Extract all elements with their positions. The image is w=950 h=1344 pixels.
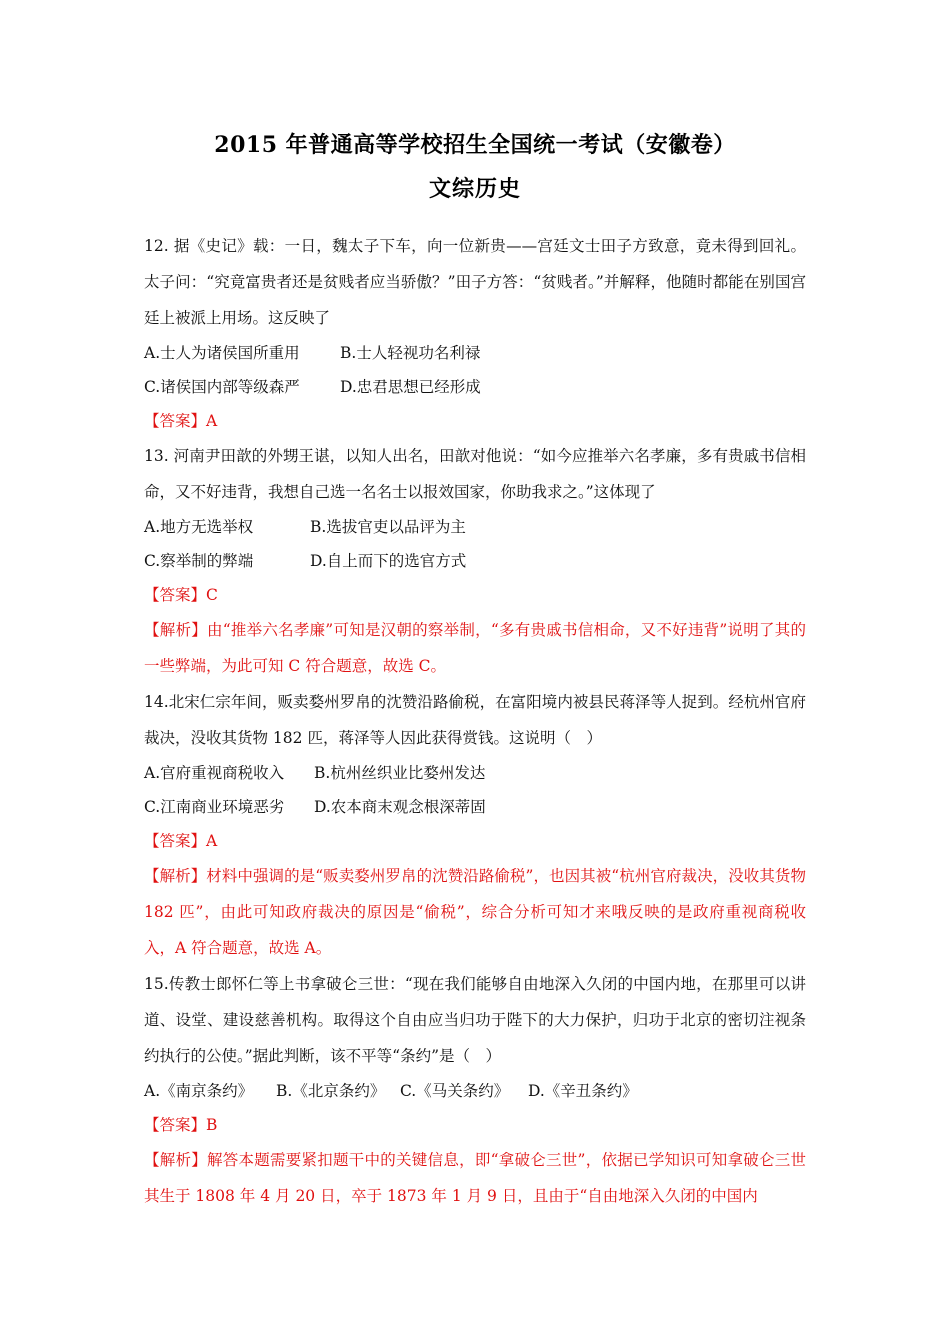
question-14 bbox=[144, 684, 806, 966]
question-stem: 15.传教士郎怀仁等上书拿破仑三世：“现在我们能够自由地深入久闭的中国内地，在那里可以讲道、设堂、建设慈善机构。取得这个自由应当归功于陛下的大力保护，归功于北京的密切注视条约执行的公使。”据此判断，该不平等“条约”是（ ） bbox=[144, 975, 806, 1065]
question-12 bbox=[144, 228, 806, 438]
answer-label: 【答案】C bbox=[144, 586, 218, 604]
option-row bbox=[144, 790, 806, 824]
document-subtitle: 文综历史 bbox=[428, 176, 521, 202]
analysis-text: 【解析】材料中强调的是“贩卖婺州罗帛的沈赞沿路偷税”，也因其被“杭州官府裁决，没收其货物 182 匹”，由此可知政府裁决的原因是“偷税”，综合分析可知才来哦反映的是政府重视商税收入，A 符合题意，故选 A。 bbox=[144, 867, 806, 957]
question-stem: 12. 据《史记》载：一日，魏太子下车，向一位新贵——宫廷文士田子方致意，竟未得到回礼。太子问：“究竟富贵者还是贫贱者应当骄傲？”田子方答：“贫贱者。”并解释，他随时都能在别国宫廷上被派上用场。这反映了 bbox=[144, 237, 806, 327]
analysis-text: 【解析】由“推举六名孝廉”可知是汉朝的察举制，“多有贵戚书信相命，又不好违背”说明了其的一些弊端，为此可知 C 符合题意，故选 C。 bbox=[144, 621, 806, 675]
option-c: C.《马关条约》 bbox=[400, 1082, 510, 1100]
option-c: C.江南商业环境恶劣 bbox=[144, 798, 285, 816]
answer-label: 【答案】A bbox=[144, 832, 218, 850]
question-13 bbox=[144, 438, 806, 684]
option-a: A.官府重视商税收入 bbox=[144, 764, 285, 782]
question-15 bbox=[144, 966, 806, 1214]
option-b: B.《北京条约》 bbox=[276, 1082, 386, 1100]
option-a: A.士人为诸侯国所重用 bbox=[144, 344, 300, 362]
option-a: A.《南京条约》 bbox=[144, 1082, 254, 1100]
option-row bbox=[144, 756, 806, 790]
question-stem: 13. 河南尹田歆的外甥王谌，以知人出名，田歆对他说：“如今应推举六名孝廉，多有贵戚书信相命，又不好违背，我想自己选一名名士以报效国家，你助我求之。”这体现了 bbox=[144, 447, 806, 501]
option-b: B.士人轻视功名利禄 bbox=[340, 344, 481, 362]
option-d: D.忠君思想已经形成 bbox=[340, 378, 481, 396]
option-d: D.《辛丑条约》 bbox=[528, 1082, 638, 1100]
option-row bbox=[144, 336, 806, 370]
option-c: C.察举制的弊端 bbox=[144, 552, 254, 570]
question-stem: 14.北宋仁宗年间，贩卖婺州罗帛的沈赞沿路偷税，在富阳境内被县民蒋泽等人捉到。经杭州官府裁决，没收其货物 182 匹，蒋泽等人因此获得赏钱。这说明（ ） bbox=[144, 693, 806, 747]
option-row bbox=[144, 510, 806, 544]
option-row bbox=[144, 370, 806, 404]
option-b: B.杭州丝织业比婺州发达 bbox=[314, 764, 486, 782]
option-d: D.自上而下的选官方式 bbox=[310, 552, 467, 570]
question-list bbox=[144, 228, 806, 1214]
document-title: 2015 年普通高等学校招生全国统一考试（安徽卷） bbox=[214, 132, 736, 158]
option-b: B.选拔官吏以品评为主 bbox=[310, 518, 466, 536]
option-c: C.诸侯国内部等级森严 bbox=[144, 378, 300, 396]
option-row bbox=[144, 544, 806, 578]
option-a: A.地方无选举权 bbox=[144, 518, 254, 536]
option-row bbox=[144, 1074, 806, 1108]
option-d: D.农本商末观念根深蒂固 bbox=[314, 798, 486, 816]
answer-label: 【答案】A bbox=[144, 412, 218, 430]
analysis-text: 【解析】解答本题需要紧扣题干中的关键信息，即“拿破仑三世”，依据已学知识可知拿破仑三世其生于 1808 年 4 月 20 日，卒于 1873 年 1 月 9 日，且由于“自由地深入久闭的中国内 bbox=[144, 1151, 806, 1205]
answer-label: 【答案】B bbox=[144, 1116, 218, 1134]
